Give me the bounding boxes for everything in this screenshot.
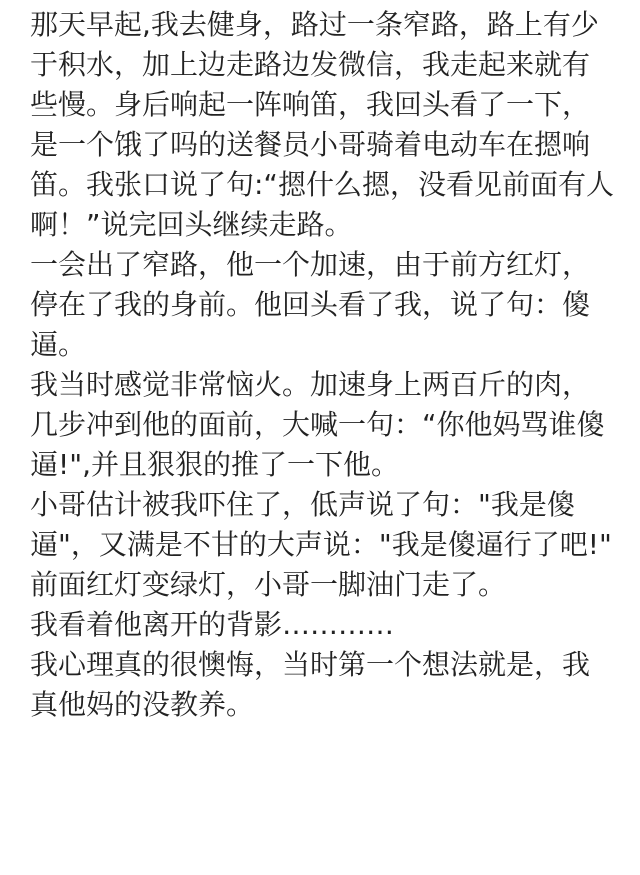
text-line: 几步冲到他的面前，大喊一句：“你他妈骂谁傻 (30, 408, 605, 441)
text-line: 那天早起,我去健身，路过一条窄路，路上有少 (30, 8, 599, 41)
text-line: 我心理真的很懊悔，当时第一个想法就是，我 (30, 648, 591, 681)
article-body (30, 5, 630, 725)
text-line: 我当时感觉非常恼火。加速身上两百斤的肉， (30, 368, 591, 401)
text-line: 逼"，又满是不甘的大声说："我是傻逼行了吧!" (30, 528, 612, 561)
text-line: 前面红灯变绿灯，小哥一脚油门走了。 (30, 568, 507, 601)
text-line: 一会出了窄路，他一个加速，由于前方红灯， (30, 248, 591, 281)
text-line: 逼!",并且狠狠的推了一下他。 (30, 448, 400, 481)
text-line: 于积水，加上边走路边发微信，我走起来就有 (30, 48, 591, 81)
text-line: 啊！”说完回头继续走路。 (30, 208, 353, 241)
text-line: 是一个饿了吗的送餐员小哥骑着电动车在摁响 (30, 128, 591, 161)
text-line: 些慢。身后响起一阵响笛，我回头看了一下， (30, 88, 591, 121)
text-line: 小哥估计被我吓住了，低声说了句："我是傻 (30, 488, 575, 521)
text-line: 逼。 (30, 328, 87, 361)
text-line: 我看着他离开的背影………… (30, 608, 395, 641)
text-line: 停在了我的身前。他回头看了我，说了句：傻 (30, 288, 591, 321)
text-line: 真他妈的没教养。 (30, 688, 255, 721)
text-line: 笛。我张口说了句:“摁什么摁，没看见前面有人 (30, 168, 614, 201)
